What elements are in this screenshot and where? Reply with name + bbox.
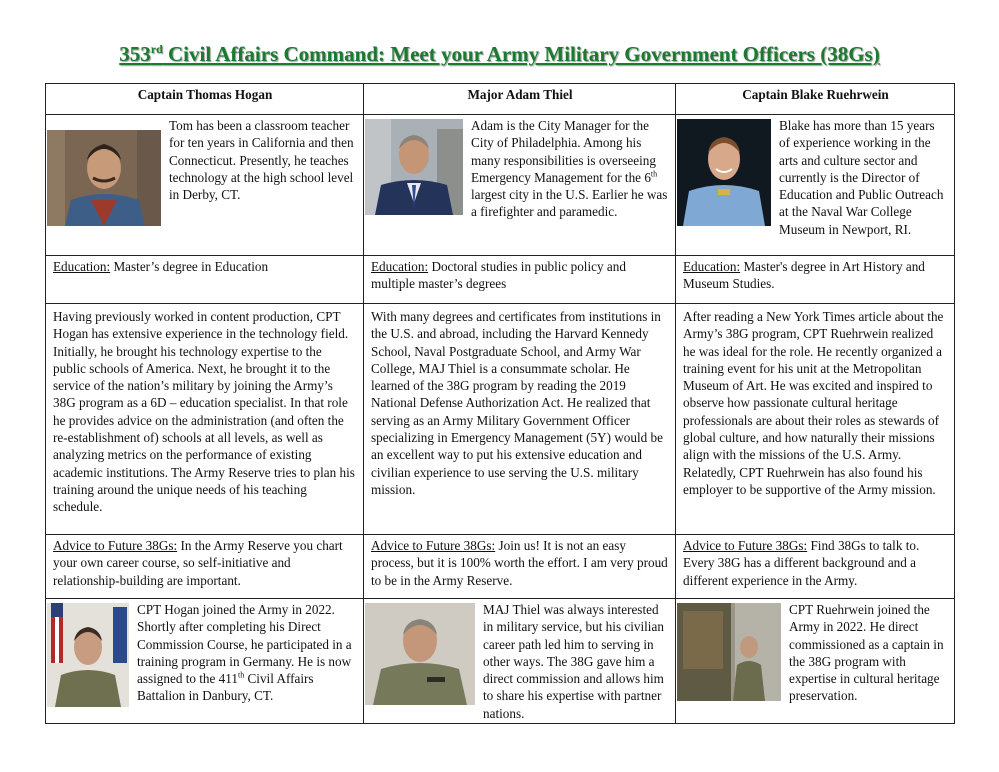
advice-cell-thiel: Advice to Future 38Gs: Join us! It is not an easy process, but it is 100% worth the effort. I am very proud to be in the Army Reserve. — [364, 535, 676, 599]
person-icon — [365, 119, 463, 215]
education-cell-hogan: Education: Master’s degree in Education — [46, 256, 364, 304]
education-row — [46, 256, 955, 304]
person-icon — [677, 603, 781, 701]
name-row — [46, 84, 955, 115]
page-title: 353rd Civil Affairs Command: Meet your Army Military Government Officers (38Gs) — [119, 42, 880, 66]
hogan-uniform-photo — [47, 603, 129, 707]
service-cell-hogan: CPT Hogan joined the Army in 2022. Shortly after completing his Direct Commission Course, he participated in a training program in Germany. He is now assigned to the 411th Civil Affairs Battalion in Danbury, CT. — [46, 599, 364, 724]
hogan-portrait-photo — [47, 130, 161, 226]
advice-cell-hogan: Advice to Future 38Gs: In the Army Reserve you chart your own career course, so self-initiative and relationship-building are important. — [46, 535, 364, 599]
thiel-uniform-photo — [365, 603, 475, 705]
ruehrwein-museum-photo — [677, 603, 781, 701]
advice-row — [46, 535, 955, 599]
person-icon — [47, 130, 161, 226]
story-cell-ruehrwein: After reading a New York Times article about the Army’s 38G program, CPT Ruehrwein realized he was ideal for the role. He recently organized a training event for his unit at the Metropolitan Museum of Art. He was excited and inspired to observe how passionate cultural heritage professionals are about their roles as stewards of global culture, and how naturally their missions align with the missions of the U.S. Army. Relatedly, CPT Ruehrwein has also found his employer to be supportive of the Army mission. — [676, 304, 955, 535]
story-row — [46, 304, 955, 535]
intro-row — [46, 115, 955, 256]
officer-name-thiel: Major Adam Thiel — [364, 84, 676, 115]
person-icon — [677, 119, 771, 226]
person-icon — [47, 603, 129, 707]
intro-cell-ruehrwein: Blake has more than 15 years of experience working in the arts and culture sector and currently is the Director of Education and Public Outreach at the Naval War College Museum in Newport, RI. — [676, 115, 955, 256]
story-cell-thiel: With many degrees and certificates from institutions in the U.S. and abroad, including the Harvard Kennedy School, Naval Postgraduate School, and Army War College, MAJ Thiel is a consummate scholar. He learned of the 38G program by reading the 2019 National Defense Authorization Act. He realized that serving as an Army Military Government Officer specializing in Emergency Management (5Y) would be an excellent way to put his extensive education and civilian experience to use serving the U.S. military mission. — [364, 304, 676, 535]
service-cell-thiel: MAJ Thiel was always interested in military service, but his civilian career path led him to serving in other ways. The 38G gave him a direct commission and allows him to share his expertise with partner nations. — [364, 599, 676, 724]
intro-cell-thiel: Adam is the City Manager for the City of Philadelphia. Among his many responsibilities is overseeing Emergency Management for the 6th largest city in the U.S. Earlier he was a firefighter and paramedic. — [364, 115, 676, 256]
service-cell-ruehrwein: CPT Ruehrwein joined the Army in 2022. He direct commissioned as a captain in the 38G program with expertise in cultural heritage preservation. — [676, 599, 955, 724]
person-icon — [365, 603, 475, 705]
thiel-portrait-photo — [365, 119, 463, 215]
education-cell-thiel: Education: Doctoral studies in public policy and multiple master’s degrees — [364, 256, 676, 304]
service-row — [46, 599, 955, 724]
intro-cell-hogan: Tom has been a classroom teacher for ten years in California and then Connecticut. Presently, he teaches technology at the high school level in Derby, CT. — [46, 115, 364, 256]
advice-cell-ruehrwein: Advice to Future 38Gs: Find 38Gs to talk to. Every 38G has a different background and a different experience in the Army. — [676, 535, 955, 599]
officers-table — [45, 83, 955, 724]
officer-name-hogan: Captain Thomas Hogan — [46, 84, 364, 115]
ruehrwein-portrait-photo — [677, 119, 771, 226]
officer-name-ruehrwein: Captain Blake Ruehrwein — [676, 84, 955, 115]
story-cell-hogan: Having previously worked in content production, CPT Hogan has extensive experience in the technology field. Initially, he brought his technology expertise to the public schools of America. Next, he brought it to the service of the nation’s military by joining the Army’s 38G program as a 6D – education specialist. In that role he provides advice on the administration (and often the re-establishment of) schools at all levels, as well as analyzing metrics on the performance of existing academic institutions. The Army Reserve tries to plan his training around the unique needs of his teaching schedule. — [46, 304, 364, 535]
education-cell-ruehrwein: Education: Master's degree in Art History and Museum Studies. — [676, 256, 955, 304]
